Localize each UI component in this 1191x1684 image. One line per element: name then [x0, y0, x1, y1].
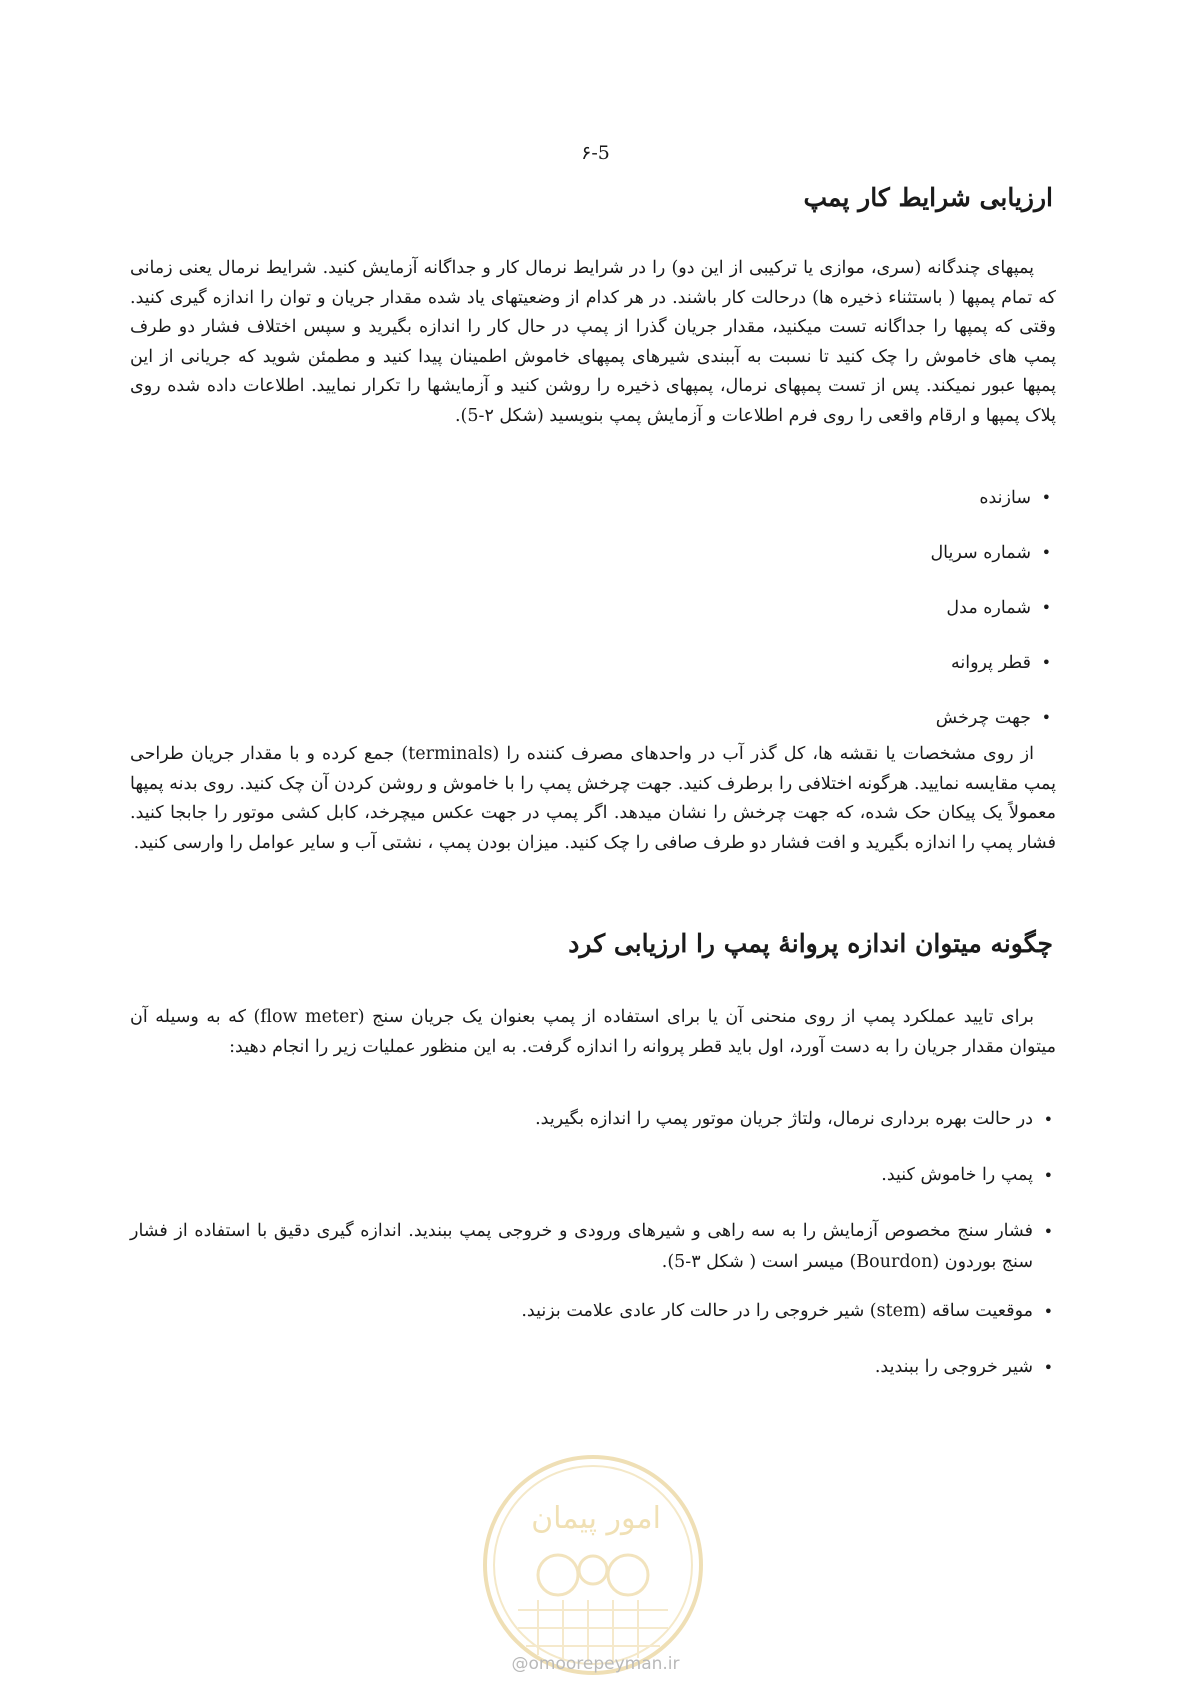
paragraph-pump-testing	[130, 254, 1056, 431]
list-item: • موقعیت ساقه (stem) شیر خروجی را در حالت کار عادی علامت بزنید.	[130, 1296, 1053, 1327]
page-number: ۶-5	[581, 142, 610, 164]
list-item: • سازنده	[930, 488, 1051, 543]
list-item: • در حالت بهره برداری نرمال، ولتاژ جریان موتور پمپ را اندازه بگیرید.	[130, 1104, 1053, 1135]
procedure-list	[130, 1104, 1053, 1383]
list-item: • قطر پروانه	[930, 653, 1051, 708]
nameplate-list	[930, 488, 1051, 738]
list-item: • شیر خروجی را ببندید.	[130, 1352, 1053, 1383]
paragraph-text: پمپهای چندگانه (سری، موازی یا ترکیبی از این دو) را در شرایط نرمال کار و جداگانه آزمایش کنید. شرایط نرمال یعنی زمانی که تمام پمپها ( باستثناء ذخیره ها) درحالت کار باشند. در هر کدام از وضعیتهای یاد شده مقدار جریان و توان را اندازه گیری کنید. وقتی که پمپها را جداگانه تست میکنید، مقدار جریان گذرا از پمپ در حال کار را اندازه بگیرید و سپس اختلاف فشار دو طرف پمپ های خاموش را چک کنید تا نسبت به آببندی شیرهای پمپهای خاموش اطمینان پیدا کنید و مطمئن شوید که جریانی از این پمپها عبور نمیکند. پس از تست پمپهای نرمال، پمپهای ذخیره را روشن کنید و آزمایشها را تکرار نمایید. اطلاعات داده شده روی پلاک پمپها و ارقام واقعی را روی فرم اطلاعات و آزمایش پمپ بنویسید (شکل ۲-5).	[130, 258, 1056, 426]
watermark-seal-icon	[478, 1450, 708, 1680]
paragraph-text: برای تایید عملکرد پمپ از روی منحنی آن یا برای استفاده از پمپ بعنوان یک جریان سنج (flow meter) که به وسیله آن میتوان مقدار جریان را به دست آورد، اول باید قطر پروانه را اندازه گرفت. به این منظور عملیات زیر را انجام دهید:	[130, 1007, 1056, 1057]
paragraph-text: از روی مشخصات یا نقشه ها، کل گذر آب در واحدهای مصرف کننده را (terminals) جمع کرده و با مقدار جریان طراحی پمپ مقایسه نمایید. هرگونه اختلافی را برطرف کنید. جهت چرخش پمپ را با خاموش و روشن کردن آن چک کنید. روی بدنه پمپها معمولاً یک پیکان حک شده، که جهت چرخش را نشان میدهد. اگر پمپ در جهت عکس میچرخد، کابل کشی موتور را جابجا کنید. فشار پمپ را اندازه بگیرید و افت فشار دو طرف صافی را چک کنید. میزان بودن پمپ ، نشتی آب و سایر عوامل را وارسی کنید.	[130, 744, 1056, 853]
list-item: • پمپ را خاموش کنید.	[130, 1160, 1053, 1191]
section-title-pump-conditions: ارزیابی شرایط کار پمپ	[803, 183, 1053, 212]
paragraph-impeller-intro	[130, 1003, 1056, 1062]
list-item: • جهت چرخش	[930, 708, 1051, 738]
paragraph-flow-check	[130, 740, 1056, 858]
footer-site-link[interactable]: @omoorepeyman.ir	[511, 1654, 680, 1674]
section-title-impeller-size: چگونه میتوان اندازه پروانهٔ پمپ را ارزیابی کرد	[568, 929, 1053, 958]
list-item: • شماره سریال	[930, 543, 1051, 598]
list-item: • شماره مدل	[930, 598, 1051, 653]
watermark-logo-text: امور پیمان	[531, 1501, 661, 1536]
list-item: • فشار سنج مخصوص آزمایش را به سه راهی و شیرهای ورودی و خروجی پمپ ببندید. اندازه گیری دقیق با استفاده از فشار سنج بوردون (Bourdon) میسر است ( شکل ۳-5).	[130, 1216, 1053, 1278]
